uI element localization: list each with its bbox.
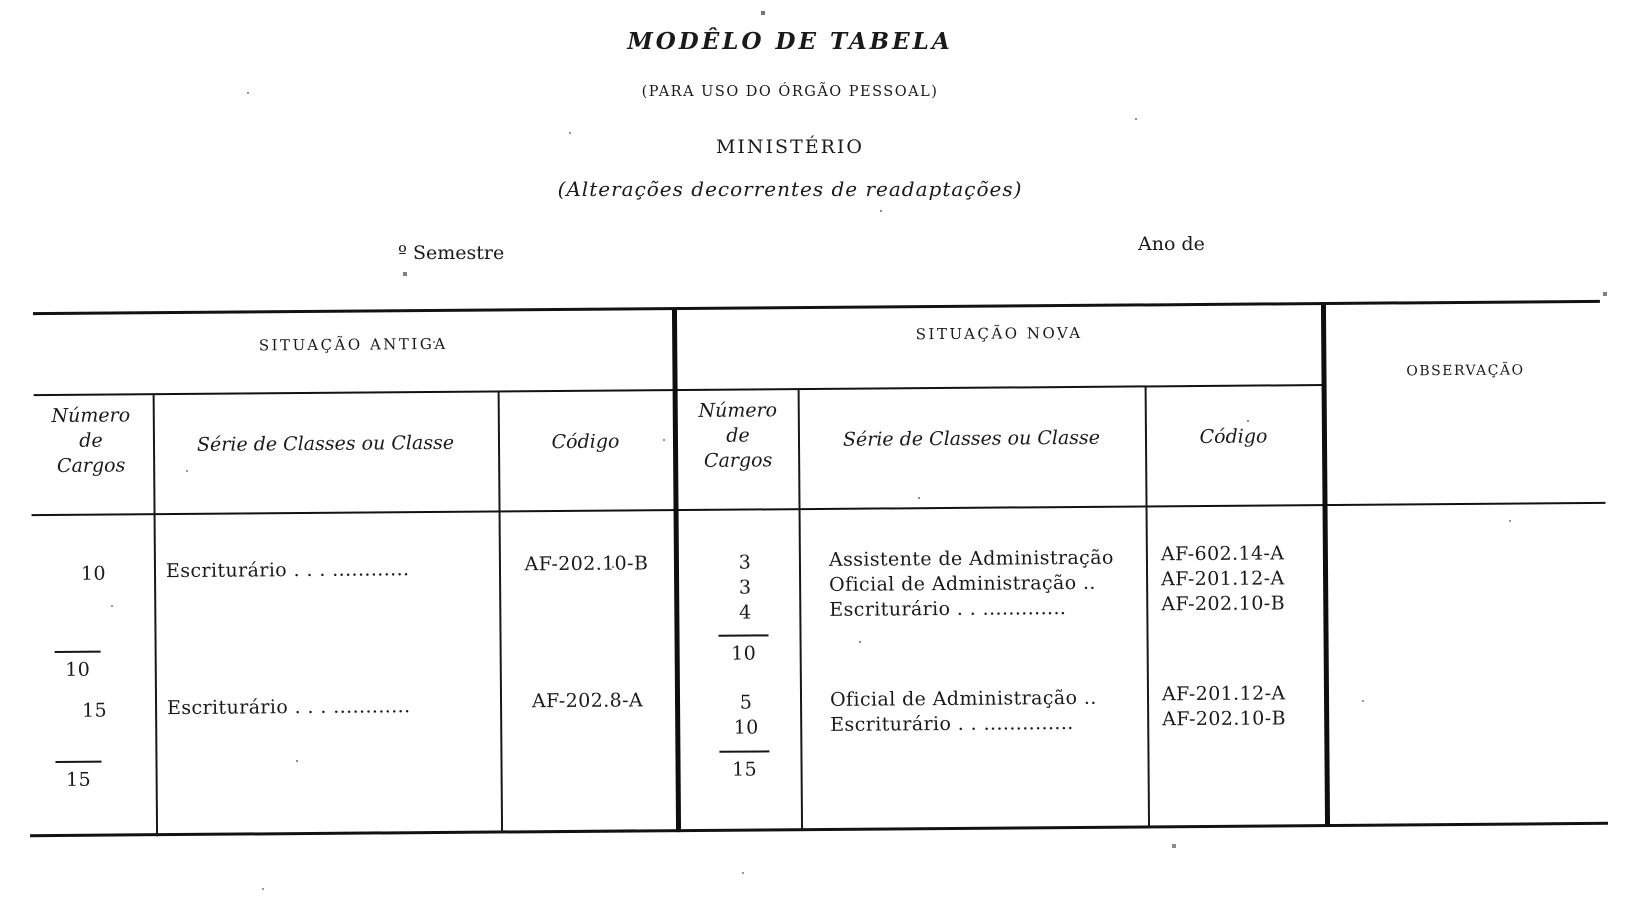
divider-new-cargos-serie [798, 388, 803, 831]
observation-empty-cell [1328, 506, 1608, 822]
new-g1-total: 10 [731, 642, 757, 665]
old-g1-total: 10 [65, 658, 91, 681]
new-g1-r3-qty: 4 [739, 601, 752, 624]
table-bottom-border [30, 822, 1608, 837]
new-g1-r1-qty: 3 [738, 551, 752, 574]
old-col-header-cargos: Número de Cargos [51, 404, 131, 477]
new-g2-total-rule [719, 750, 769, 752]
old-g2-codigo: AF-202.8-A [531, 689, 644, 713]
new-g2-r1-serie: Oficial de Administração .. [829, 686, 1097, 711]
new-g2-r2-qty: 10 [733, 716, 759, 739]
year-blank-label: Ano de [1138, 233, 1205, 255]
new-g1-r1-serie: Assistente de Administração [828, 546, 1114, 571]
new-col-header-codigo: Código [1199, 425, 1268, 448]
old-col-header-serie: Série de Classes ou Classe [196, 431, 455, 456]
old-g1-codigo: AF-202.10-B [524, 552, 649, 576]
ministry-label: MINISTÉRIO [715, 136, 865, 158]
old-g2-serie: Escriturário . . . ............ [166, 695, 411, 720]
new-g2-r1-codigo: AF-201.12-A [1161, 682, 1286, 706]
section-header-rule [34, 384, 1325, 396]
new-situation-header: SITUAÇÃO NOVA [915, 323, 1083, 344]
observation-header: OBSERVAÇÃO [1406, 362, 1525, 380]
divider-old-serie-codigo [498, 390, 503, 833]
new-g1-r3-serie: Escriturário . . ............. [829, 597, 1067, 621]
new-g2-total: 15 [731, 758, 758, 781]
semester-blank-label: º Semestre [398, 242, 505, 264]
old-g2-total-rule [55, 761, 101, 763]
new-g2-r2-serie: Escriturário . . .............. [830, 711, 1074, 736]
new-col-header-serie: Série de Classes ou Classe [842, 426, 1101, 451]
new-g1-r2-codigo: AF-201.12-A [1161, 567, 1285, 591]
new-g1-r3-codigo: AF-202.10-B [1161, 592, 1286, 616]
divider-old-cargos-serie [153, 393, 158, 836]
document-title: MODÊLO DE TABELA [627, 28, 953, 55]
document-subtitle: (PARA USO DO ÓRGÃO PESSOAL) [641, 84, 939, 100]
new-g1-total-rule [719, 634, 769, 636]
scan-noise [0, 0, 2, 2]
new-g2-r1-qty: 5 [739, 691, 753, 714]
new-g1-r2-serie: Oficial de Administração .. [829, 571, 1096, 596]
new-g2-r2-codigo: AF-202.10-B [1162, 707, 1287, 731]
old-situation-header: SITUAÇÃO ANTIGA [258, 334, 448, 355]
new-g1-r1-codigo: AF-602.14-A [1160, 542, 1285, 566]
new-col-header-cargos: Número de Cargos [698, 399, 778, 472]
readaptation-table [26, 294, 1610, 844]
old-g1-serie: Escriturário . . . ............ [165, 558, 410, 583]
old-g2-total: 15 [66, 768, 92, 791]
old-g1-qty: 10 [80, 562, 107, 585]
old-g2-qty: 15 [82, 699, 108, 722]
table-top-border [33, 300, 1600, 315]
old-col-header-codigo: Código [551, 430, 620, 454]
new-g1-r2-qty: 3 [738, 576, 752, 599]
document-note: (Alterações decorrentes de readaptações) [557, 177, 1023, 201]
old-g1-total-rule [55, 651, 101, 653]
